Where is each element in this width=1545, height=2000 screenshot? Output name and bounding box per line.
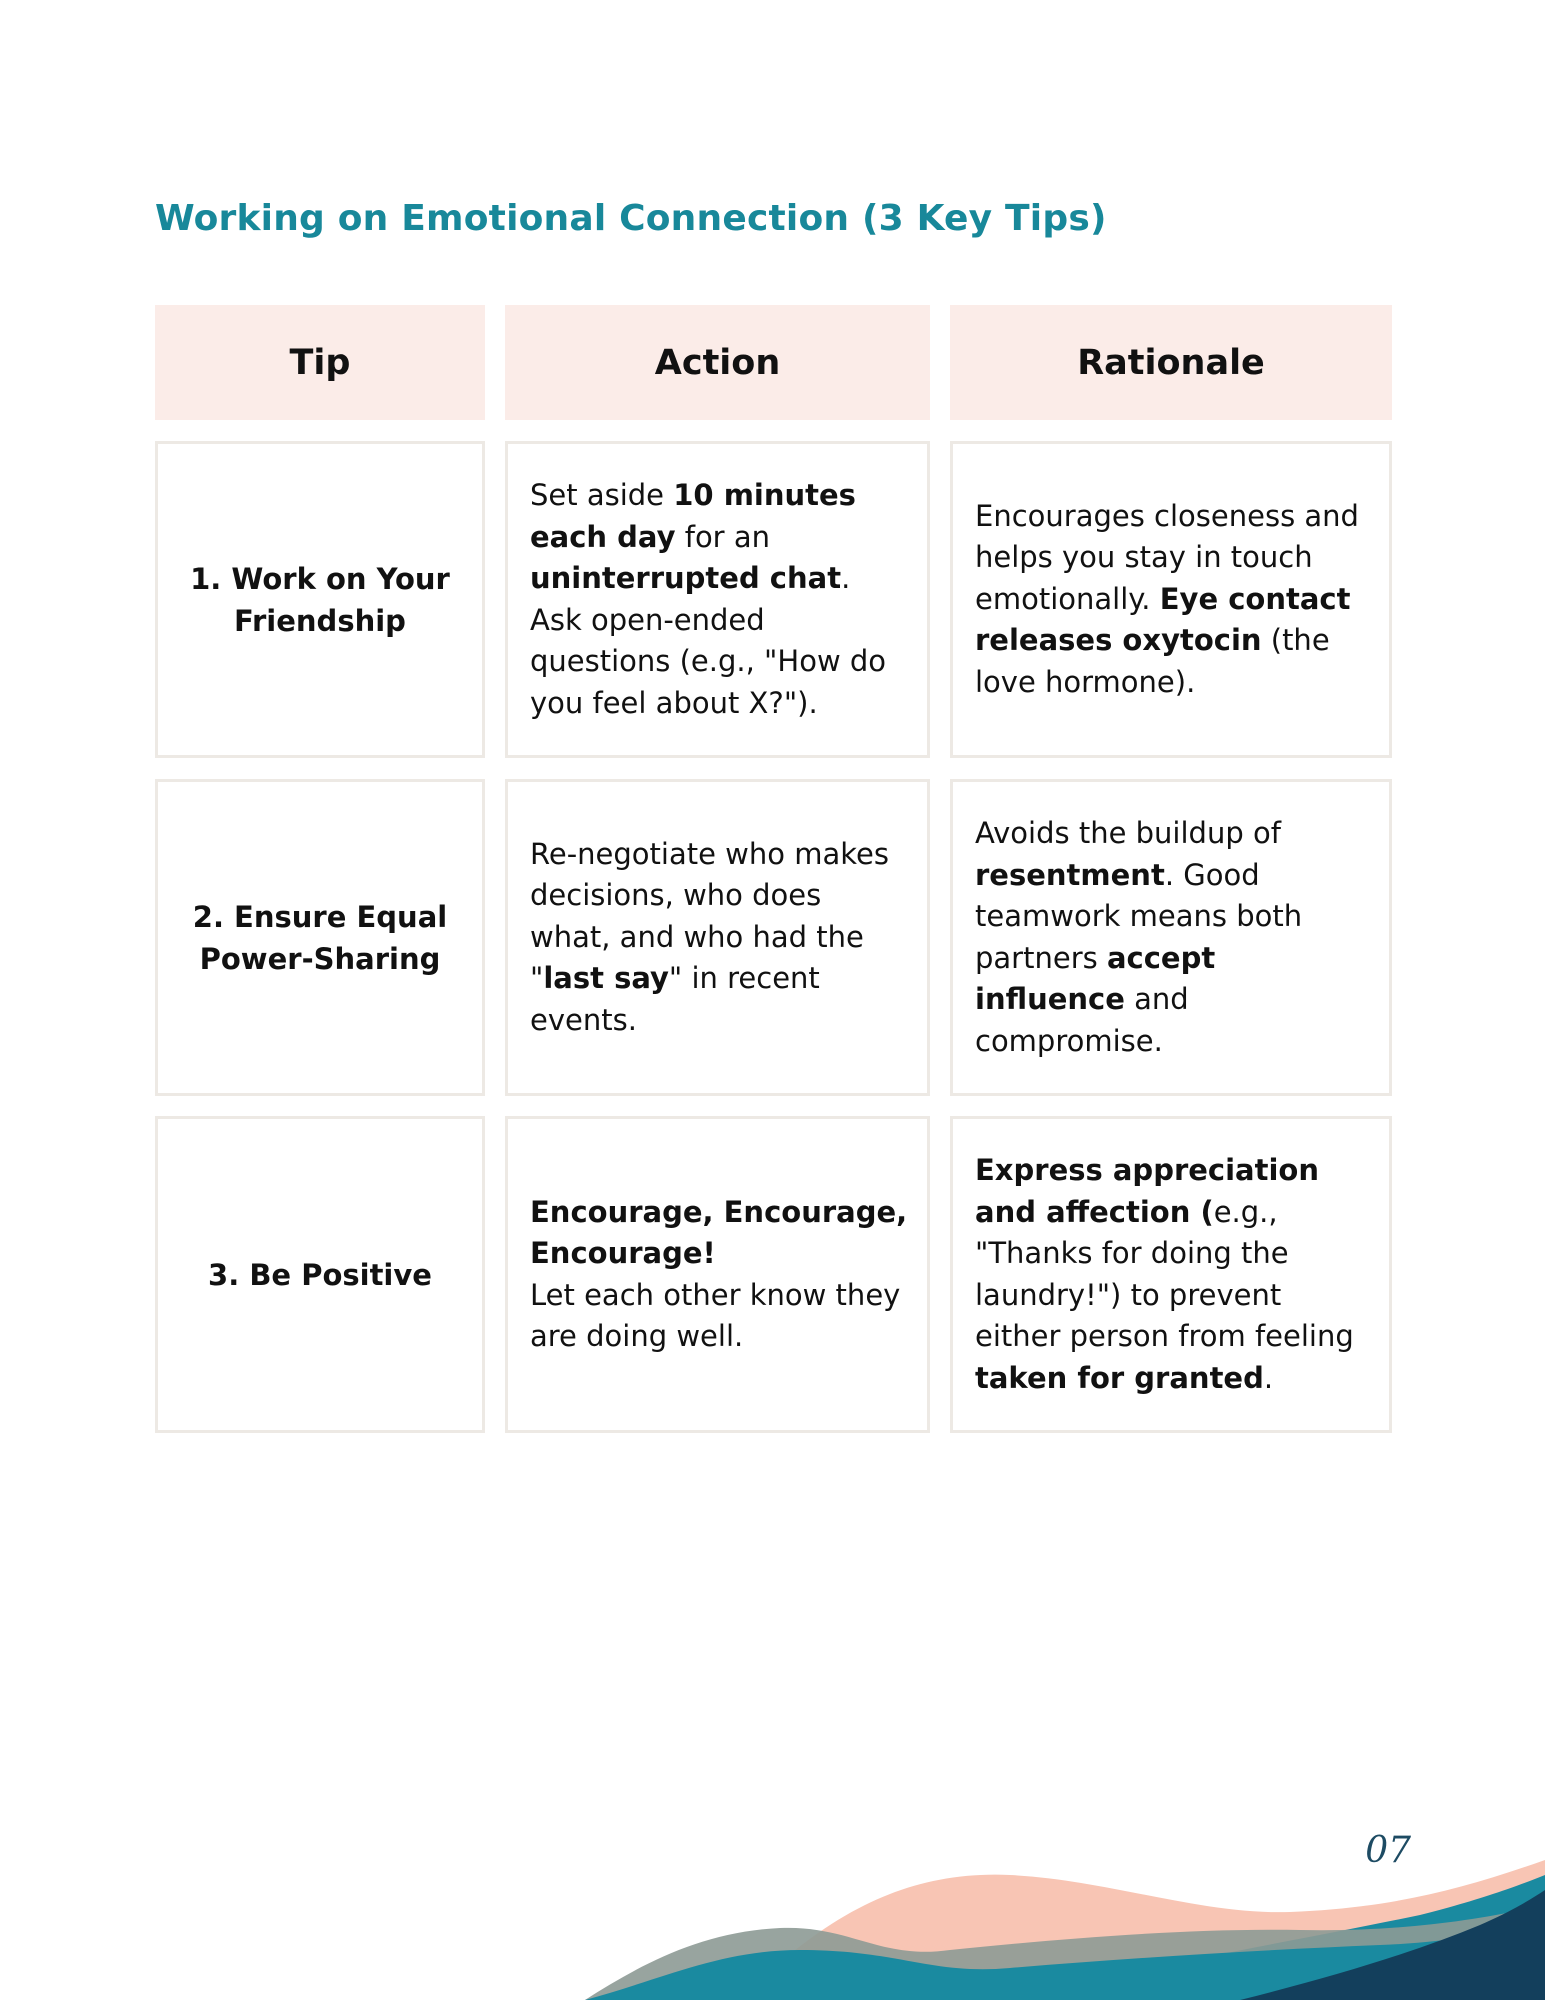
- action-cell-1: [505, 441, 930, 758]
- header-action: Action: [505, 305, 930, 420]
- page-number: 07: [1365, 1830, 1411, 1871]
- rationale-cell-1: [950, 441, 1392, 758]
- rationale-text-3: Express appreciation and affection (e.g., "Thanks for doing the laundry!") to prevent either person from feeling taken for granted.: [975, 1153, 1354, 1395]
- action-text-3: Encourage, Encourage, Encourage! Let each other know they are doing well.: [530, 1194, 908, 1353]
- action-cell-2: [505, 779, 930, 1096]
- tip-label-1: 1. Work on Your Friendship: [190, 561, 450, 638]
- action-cell-3: [505, 1116, 930, 1433]
- tip-cell-3: [155, 1116, 485, 1433]
- action-text-1: Set aside 10 minutes each day for an uninterrupted chat. Ask open-ended questions (e.g., "How do you feel about X?").: [530, 478, 887, 720]
- header-tip: Tip: [155, 305, 485, 420]
- rationale-cell-3: [950, 1116, 1392, 1433]
- header-rationale: Rationale: [950, 305, 1392, 420]
- rationale-cell-2: [950, 779, 1392, 1096]
- decorative-waves: [0, 1800, 1545, 2000]
- rationale-text-2: Avoids the buildup of resentment. Good teamwork means both partners accept influence and compromise.: [975, 816, 1303, 1058]
- tip-label-2: 2. Ensure Equal Power-Sharing: [192, 899, 448, 976]
- tip-cell-1: [155, 441, 485, 758]
- rationale-text-1: Encourages closeness and helps you stay in touch emotionally. Eye contact releases oxytocin (the love hormone).: [975, 498, 1359, 699]
- page-title: Working on Emotional Connection (3 Key Tips): [155, 198, 1107, 239]
- tip-label-3: 3. Be Positive: [208, 1257, 432, 1292]
- tip-cell-2: [155, 779, 485, 1096]
- action-text-2: Re-negotiate who makes decisions, who does what, and who had the "last say" in recent events.: [530, 836, 889, 1037]
